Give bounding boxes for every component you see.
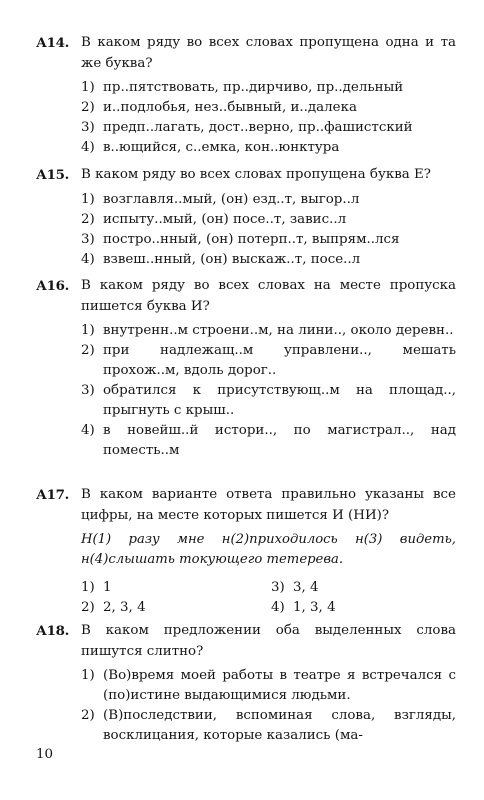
question-number: А15. (36, 167, 70, 183)
option-text: (В)последствии, вспоминая слова, взгляды, восклицания, которые казались (ма- (103, 708, 456, 743)
option-text: (Во)время моей работы в театре я встречался с (по)истине выдающимися людьми. (103, 668, 456, 703)
option-number: 2) (81, 708, 95, 723)
question-a18 (36, 621, 456, 746)
question-text: В каком ряду во всех словах на месте пропуска пишется буква И? (81, 278, 456, 314)
example-sentence: Н(1) разу мне н(2)приходилось н(3) видеть, н(4)слышать токующего тетерева. (81, 532, 456, 567)
option-number: 4) (271, 600, 285, 615)
option-text: испыту..мый, (он) посе..т, завис..л (103, 211, 347, 227)
question-text: В каком предложении оба выделенных слова пишутся слитно? (81, 623, 456, 659)
option-text: обратился к присутствующ..м на площад.., прыгнуть с крыш.. (103, 383, 456, 418)
question-text: В каком варианте ответа правильно указаны все цифры, на месте которых пишется И (НИ)? (81, 487, 456, 523)
option-number: 4) (81, 423, 95, 438)
question-a14 (36, 33, 456, 158)
option-number: 4) (81, 140, 95, 155)
question-a17 (36, 485, 456, 618)
option-text: предп..лагать, дост..верно, пр..фашистский (103, 120, 413, 135)
option-number: 3) (81, 383, 95, 398)
option-number: 3) (271, 580, 285, 595)
option-text: при надлежащ..м управлени.., мешать прохож..м, вдоль дорог.. (103, 343, 456, 378)
question-text: В каком ряду во всех словах пропущена одна и та же буква? (81, 35, 456, 71)
question-number: А16. (36, 278, 70, 294)
option-text: 2, 3, 4 (103, 600, 146, 615)
page-number: 10 (36, 747, 54, 762)
question-a15 (36, 165, 456, 270)
question-number: А18. (36, 623, 70, 639)
option-text: и..подлобья, нез..бывный, и..далека (103, 100, 357, 115)
option-text: взвеш..нный, (он) выскаж..т, посе..л (103, 251, 361, 267)
option-number: 2) (81, 600, 95, 615)
option-number: 1) (81, 668, 95, 683)
option-number: 2) (81, 100, 95, 115)
option-number: 2) (81, 343, 95, 358)
option-number: 3) (81, 120, 95, 135)
question-a16 (36, 276, 456, 461)
option-number: 1) (81, 191, 95, 207)
question-text: В каком ряду во всех словах пропущена буква Е? (81, 167, 431, 182)
option-text: пр..пятствовать, пр..дирчиво, пр..дельный (103, 80, 404, 95)
option-number: 1) (81, 323, 95, 338)
option-text: внутренн..м строени..м, на лини.., около деревн.. (103, 323, 454, 338)
option-text: 1, 3, 4 (293, 600, 336, 615)
option-text: постро..нный, (он) потерп..т, выпрям..лся (103, 231, 400, 247)
option-text: в..ющийся, с..емка, кон..юнктура (103, 140, 340, 155)
option-text: возглавля..мый, (он) езд..т, выгор..л (103, 191, 360, 207)
option-text: 1 (103, 580, 112, 595)
question-number: А17. (36, 487, 70, 503)
option-number: 3) (81, 231, 95, 247)
option-number: 4) (81, 251, 95, 267)
option-number: 1) (81, 580, 95, 595)
option-text: в новейш..й истори.., по магистрал.., над поместь..м (103, 423, 456, 458)
option-number: 1) (81, 80, 95, 95)
option-number: 2) (81, 211, 95, 227)
option-text: 3, 4 (293, 580, 319, 595)
question-number: А14. (36, 35, 70, 51)
